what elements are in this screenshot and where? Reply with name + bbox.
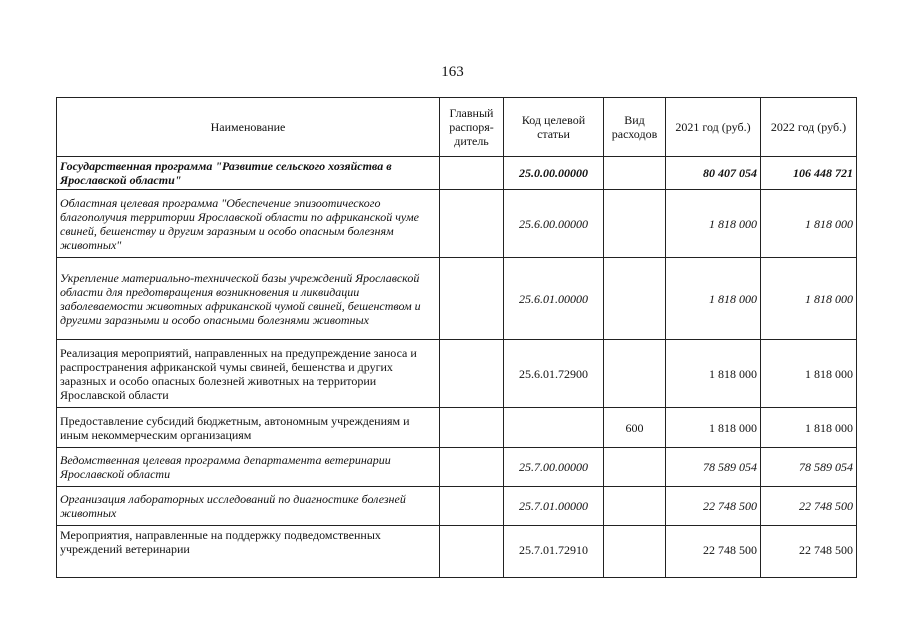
cell-code: 25.7.01.00000	[504, 487, 604, 526]
cell-type	[604, 157, 666, 190]
header-admin: Главный распоря-дитель	[440, 98, 504, 157]
cell-type	[604, 526, 666, 578]
cell-admin	[440, 340, 504, 408]
cell-name: Государственная программа "Развитие сельского хозяйства в Ярославской области"	[57, 157, 440, 190]
cell-admin	[440, 258, 504, 340]
cell-type	[604, 340, 666, 408]
cell-type	[604, 487, 666, 526]
cell-name: Областная целевая программа "Обеспечение эпизоотического благополучия территории Ярославской области по африканской чуме свиней, бешенству и другим заразным и особо опасным болезням животных"	[57, 190, 440, 258]
cell-admin	[440, 408, 504, 448]
cell-admin	[440, 487, 504, 526]
cell-code: 25.6.01.00000	[504, 258, 604, 340]
header-code: Код целевой статьи	[504, 98, 604, 157]
cell-code	[504, 408, 604, 448]
cell-2021: 80 407 054	[666, 157, 761, 190]
cell-2021: 1 818 000	[666, 340, 761, 408]
cell-name: Предоставление субсидий бюджетным, автономным учреждениям и иным некоммерческим организациям	[57, 408, 440, 448]
cell-code: 25.7.00.00000	[504, 448, 604, 487]
table-row	[57, 448, 857, 487]
cell-2021: 22 748 500	[666, 526, 761, 578]
cell-type	[604, 258, 666, 340]
table-row	[57, 340, 857, 408]
header-type: Вид расходов	[604, 98, 666, 157]
cell-code: 25.6.01.72900	[504, 340, 604, 408]
table-row	[57, 258, 857, 340]
table-row	[57, 526, 857, 578]
cell-code: 25.0.00.00000	[504, 157, 604, 190]
cell-type: 600	[604, 408, 666, 448]
header-2022: 2022 год (руб.)	[761, 98, 857, 157]
cell-name: Мероприятия, направленные на поддержку подведомственных учреждений ветеринарии	[57, 526, 440, 578]
cell-type	[604, 190, 666, 258]
cell-2021: 1 818 000	[666, 190, 761, 258]
cell-2021: 1 818 000	[666, 258, 761, 340]
cell-name: Ведомственная целевая программа департамента ветеринарии Ярославской области	[57, 448, 440, 487]
cell-2022: 22 748 500	[761, 487, 857, 526]
cell-2021: 1 818 000	[666, 408, 761, 448]
page-number: 163	[441, 64, 464, 80]
table-row	[57, 157, 857, 190]
cell-admin	[440, 190, 504, 258]
cell-admin	[440, 526, 504, 578]
cell-name: Организация лабораторных исследований по диагностике болезней животных	[57, 487, 440, 526]
header-name: Наименование	[57, 98, 440, 157]
cell-code: 25.6.00.00000	[504, 190, 604, 258]
cell-2022: 1 818 000	[761, 340, 857, 408]
cell-2022: 1 818 000	[761, 190, 857, 258]
cell-2022: 22 748 500	[761, 526, 857, 578]
cell-type	[604, 448, 666, 487]
header-row	[57, 98, 857, 157]
cell-name: Укрепление материально-технической базы учреждений Ярославской области для предотвращения возникновения и ликвидации заболеваемости животных африканской чумой свиней, бешенством и другими заразными и особо опасными болезнями животных	[57, 258, 440, 340]
cell-code: 25.7.01.72910	[504, 526, 604, 578]
cell-2022: 78 589 054	[761, 448, 857, 487]
cell-2022: 106 448 721	[761, 157, 857, 190]
table-row	[57, 190, 857, 258]
cell-2021: 78 589 054	[666, 448, 761, 487]
header-2021: 2021 год (руб.)	[666, 98, 761, 157]
cell-admin	[440, 157, 504, 190]
cell-name: Реализация мероприятий, направленных на предупреждение заноса и распространения африканской чумы свиней, бешенства и других заразных и особо опасных болезней животных на территории Ярославской области	[57, 340, 440, 408]
cell-admin	[440, 448, 504, 487]
cell-2021: 22 748 500	[666, 487, 761, 526]
budget-table	[56, 97, 857, 578]
table-row	[57, 487, 857, 526]
cell-2022: 1 818 000	[761, 258, 857, 340]
table-row	[57, 408, 857, 448]
cell-2022: 1 818 000	[761, 408, 857, 448]
